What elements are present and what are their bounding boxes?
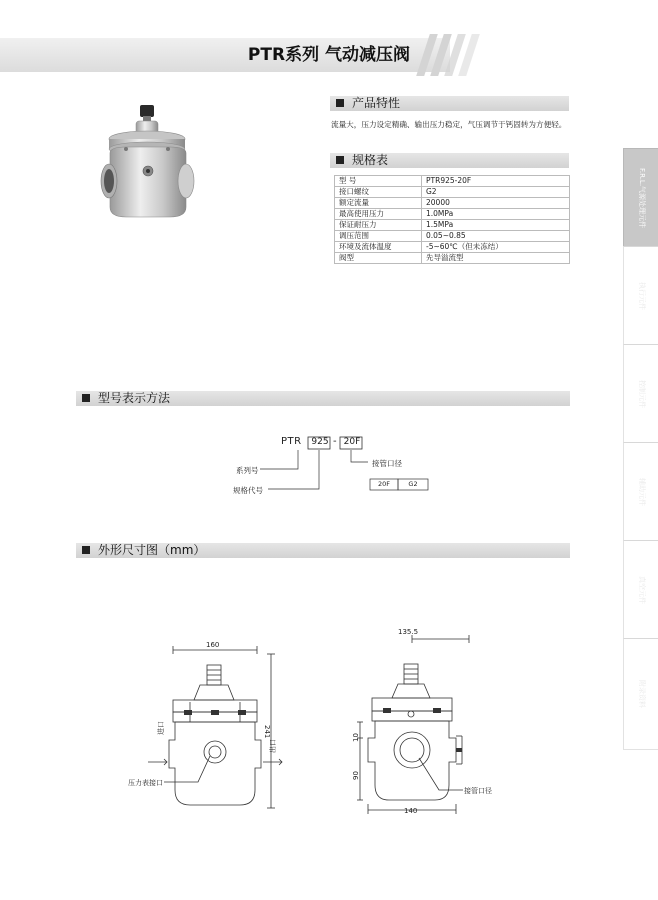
page-title: PTR系列 气动减压阀 bbox=[247, 45, 410, 65]
table-row bbox=[335, 176, 570, 187]
outlet-label: 出口 bbox=[269, 739, 277, 753]
dimensions-header bbox=[76, 543, 570, 558]
side-bottom-width-dim: 140 bbox=[404, 807, 418, 815]
label-port: 接管口径 bbox=[372, 459, 402, 468]
side-dim-10: 10 bbox=[352, 733, 360, 742]
side-tab-control[interactable] bbox=[623, 344, 658, 442]
spec-label: 调压范围 bbox=[335, 231, 422, 242]
spec-value: 先导溢流型 bbox=[422, 253, 570, 264]
spec-value: 1.0MPa bbox=[422, 209, 570, 220]
spec-value: G2 bbox=[422, 187, 570, 198]
features-text: 流量大，压力设定精确、输出压力稳定，气压调节于钙固转为方便轻。 bbox=[331, 120, 567, 129]
spec-value: PTR925-20F bbox=[422, 176, 570, 187]
side-port-label: 接管口径 bbox=[464, 787, 492, 795]
model-code-header bbox=[76, 391, 570, 406]
port-table-code: 20F bbox=[377, 480, 390, 488]
model-port-code: 20F bbox=[343, 437, 361, 447]
table-row bbox=[335, 187, 570, 198]
port-table-thread: G2 bbox=[408, 480, 418, 488]
spec-label: 环境及流体温度 bbox=[335, 242, 422, 253]
spec-label: 型 号 bbox=[335, 176, 422, 187]
side-tab-label: 执行元件 bbox=[637, 281, 646, 310]
side-tab-actuators[interactable] bbox=[623, 246, 658, 344]
front-height-dim: 241 bbox=[263, 725, 271, 739]
spec-value: 0.05~0.85 bbox=[422, 231, 570, 242]
spec-label: 保证耐压力 bbox=[335, 220, 422, 231]
model-code-heading: 型号表示方法 bbox=[98, 391, 171, 405]
side-tab-label: F.R.L.气源处理元件 bbox=[637, 167, 646, 228]
side-tab-frl[interactable] bbox=[623, 148, 658, 246]
table-row bbox=[335, 253, 570, 264]
spec-value: -5~60℃（但未冻结） bbox=[422, 242, 570, 253]
features-heading: 产品特性 bbox=[352, 96, 401, 110]
section-square-icon bbox=[82, 394, 90, 402]
label-spec-code: 规格代号 bbox=[233, 486, 263, 495]
gauge-port-label: 压力表接口 bbox=[128, 779, 163, 787]
spec-value: 20000 bbox=[422, 198, 570, 209]
side-tab-appendix[interactable] bbox=[623, 638, 658, 750]
section-square-icon bbox=[82, 546, 90, 554]
spec-table bbox=[334, 175, 570, 264]
side-tab-label: 附录资料 bbox=[637, 680, 646, 708]
side-tab-auxiliary[interactable] bbox=[623, 442, 658, 540]
spec-label: 额定流量 bbox=[335, 198, 422, 209]
section-square-icon bbox=[336, 156, 344, 164]
table-row bbox=[335, 242, 570, 253]
table-row bbox=[335, 220, 570, 231]
side-dim-90: 90 bbox=[352, 771, 360, 780]
specs-header bbox=[330, 153, 569, 168]
spec-label: 最高使用压力 bbox=[335, 209, 422, 220]
label-series: 系列号 bbox=[236, 466, 259, 475]
section-square-icon bbox=[336, 99, 344, 107]
inlet-label: 进口 bbox=[157, 721, 165, 735]
side-tab-label: 辅助元件 bbox=[637, 477, 646, 506]
table-row bbox=[335, 198, 570, 209]
model-prefix: PTR bbox=[281, 436, 302, 447]
front-width-dim: 160 bbox=[206, 641, 220, 649]
table-row bbox=[335, 209, 570, 220]
valve-product-image bbox=[96, 103, 208, 225]
table-row bbox=[335, 231, 570, 242]
side-tab-label: 控制元件 bbox=[637, 379, 646, 408]
side-tab-vacuum[interactable] bbox=[623, 540, 658, 638]
specs-heading: 规格表 bbox=[352, 153, 389, 167]
model-spec-code: 925 bbox=[311, 437, 329, 447]
side-tab-label: 真空元件 bbox=[637, 575, 646, 604]
spec-value: 1.5MPa bbox=[422, 220, 570, 231]
dimensions-heading: 外形尺寸图（mm） bbox=[98, 543, 206, 557]
spec-label: 阀型 bbox=[335, 253, 422, 264]
spec-label: 接口螺纹 bbox=[335, 187, 422, 198]
model-dash: - bbox=[333, 436, 337, 447]
features-header bbox=[330, 96, 569, 111]
side-top-width-dim: 135.5 bbox=[398, 628, 419, 636]
